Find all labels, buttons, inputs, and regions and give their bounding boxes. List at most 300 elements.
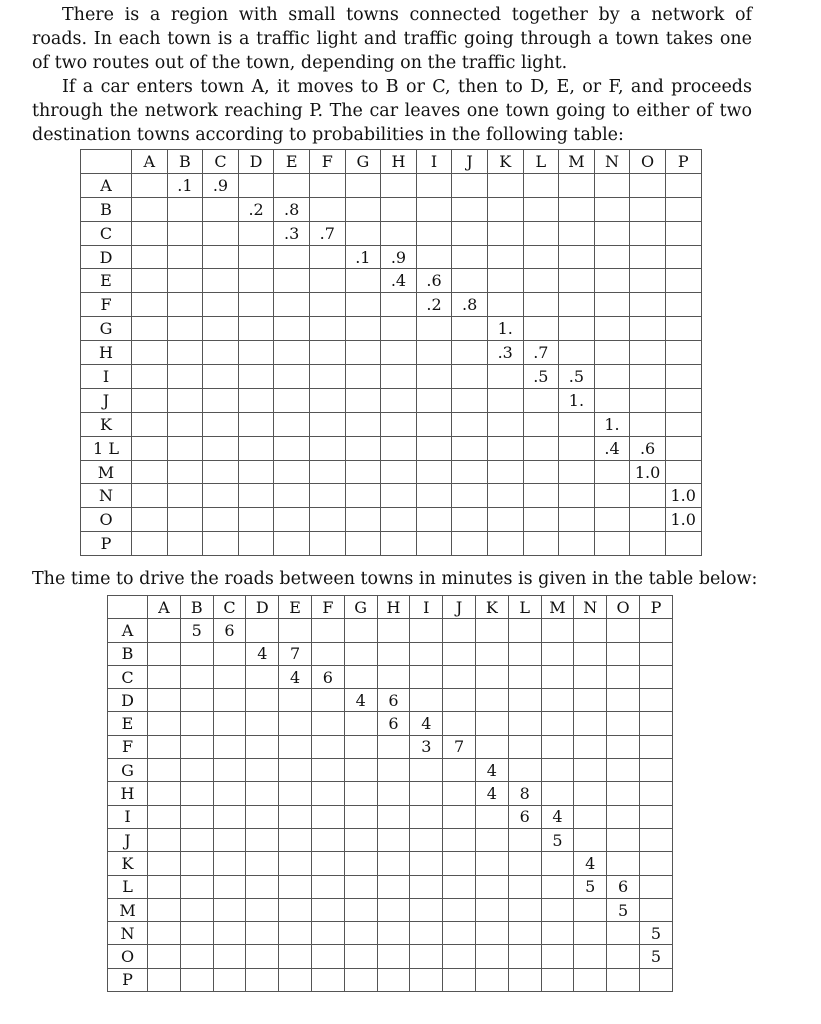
table-cell xyxy=(274,508,310,532)
table-cell xyxy=(377,805,410,828)
table-cell xyxy=(574,759,607,782)
row-header: P xyxy=(81,532,132,556)
table-row xyxy=(108,642,673,665)
table-cell xyxy=(213,642,246,665)
table-cell xyxy=(410,828,443,851)
table-cell xyxy=(639,619,672,642)
column-header: F xyxy=(312,596,345,619)
table-cell xyxy=(475,689,508,712)
table-cell: .9 xyxy=(381,245,417,269)
table-cell: .7 xyxy=(309,221,345,245)
table-cell xyxy=(180,735,213,758)
column-header: B xyxy=(167,150,203,174)
probability-table xyxy=(80,149,702,556)
table-cell xyxy=(279,968,312,991)
table-cell xyxy=(508,852,541,875)
table-cell xyxy=(377,922,410,945)
table-row xyxy=(81,484,702,508)
table-cell xyxy=(639,875,672,898)
table-cell xyxy=(344,852,377,875)
table-cell xyxy=(344,805,377,828)
table-cell xyxy=(203,436,239,460)
table-cell xyxy=(309,388,345,412)
table-cell xyxy=(443,922,476,945)
table-cell xyxy=(213,968,246,991)
table-cell xyxy=(167,317,203,341)
table-row xyxy=(81,197,702,221)
table-cell xyxy=(607,782,640,805)
table-cell xyxy=(630,269,666,293)
table-cell xyxy=(246,922,279,945)
table-cell xyxy=(180,828,213,851)
table-cell xyxy=(203,317,239,341)
table-cell xyxy=(559,412,595,436)
table-cell xyxy=(180,852,213,875)
table-cell xyxy=(213,665,246,688)
table-cell xyxy=(523,269,559,293)
table-cell xyxy=(309,173,345,197)
table-cell xyxy=(607,805,640,828)
table-cell xyxy=(574,782,607,805)
table-cell xyxy=(541,689,574,712)
column-header: G xyxy=(345,150,381,174)
table-cell xyxy=(594,221,630,245)
table-cell xyxy=(594,532,630,556)
table-cell xyxy=(345,365,381,389)
row-header: A xyxy=(108,619,148,642)
row-header: F xyxy=(81,293,132,317)
table-cell xyxy=(630,293,666,317)
table-cell xyxy=(279,875,312,898)
table-cell xyxy=(665,197,701,221)
table-cell: 7 xyxy=(279,642,312,665)
table-cell xyxy=(132,173,168,197)
table-cell xyxy=(377,782,410,805)
table-row xyxy=(108,805,673,828)
table-cell xyxy=(345,293,381,317)
table-cell xyxy=(345,412,381,436)
time-table-caption: The time to drive the roads between towns in minutes is given in the table below: xyxy=(32,569,758,589)
table-cell xyxy=(574,922,607,945)
table-row xyxy=(81,460,702,484)
table-cell xyxy=(132,365,168,389)
intro-paragraph-2: If a car enters town A, it moves to B or C, then to D, E, or F, and proceeds through the network reaching P. The car leaves one town going to either of two destination towns according to probabilities in the following table: xyxy=(32,77,752,145)
table-cell xyxy=(541,759,574,782)
table-cell xyxy=(132,317,168,341)
table-cell: 4 xyxy=(410,712,443,735)
table-cell xyxy=(639,759,672,782)
table-cell xyxy=(132,484,168,508)
table-cell xyxy=(180,922,213,945)
table-cell: 6 xyxy=(508,805,541,828)
table-cell xyxy=(541,642,574,665)
table-cell xyxy=(345,436,381,460)
table-cell xyxy=(452,317,488,341)
table-cell xyxy=(381,293,417,317)
table-cell xyxy=(279,759,312,782)
table-cell xyxy=(279,945,312,968)
table-cell xyxy=(377,665,410,688)
table-cell: 5 xyxy=(541,828,574,851)
table-cell xyxy=(381,532,417,556)
table-cell: 4 xyxy=(541,805,574,828)
table-cell xyxy=(377,968,410,991)
table-cell xyxy=(312,828,345,851)
table-cell xyxy=(344,712,377,735)
table-cell: 1. xyxy=(559,388,595,412)
table-cell xyxy=(203,532,239,556)
table-cell xyxy=(309,197,345,221)
table-cell xyxy=(246,898,279,921)
table-cell xyxy=(238,508,274,532)
table-cell xyxy=(475,665,508,688)
table-cell xyxy=(381,460,417,484)
table-cell xyxy=(180,875,213,898)
table-cell xyxy=(541,852,574,875)
table-cell xyxy=(410,968,443,991)
table-cell xyxy=(475,642,508,665)
table-cell xyxy=(452,197,488,221)
table-cell xyxy=(167,508,203,532)
table-cell xyxy=(410,852,443,875)
table-row xyxy=(81,508,702,532)
table-cell xyxy=(416,388,452,412)
table-cell: .5 xyxy=(523,365,559,389)
table-cell xyxy=(523,173,559,197)
table-cell xyxy=(523,460,559,484)
table-cell xyxy=(630,365,666,389)
table-cell xyxy=(148,805,181,828)
table-cell xyxy=(148,735,181,758)
table-cell xyxy=(443,642,476,665)
table-cell xyxy=(238,293,274,317)
table-cell xyxy=(443,898,476,921)
column-header: G xyxy=(344,596,377,619)
table-cell xyxy=(213,898,246,921)
table-cell xyxy=(452,221,488,245)
table-cell xyxy=(574,712,607,735)
table-cell xyxy=(665,532,701,556)
header-row xyxy=(81,150,702,174)
table-cell xyxy=(312,875,345,898)
table-cell xyxy=(523,412,559,436)
table-cell xyxy=(523,317,559,341)
table-cell: .1 xyxy=(167,173,203,197)
row-header: O xyxy=(81,508,132,532)
table-cell xyxy=(213,945,246,968)
table-cell xyxy=(274,484,310,508)
table-row xyxy=(108,945,673,968)
table-cell xyxy=(594,388,630,412)
table-row xyxy=(81,317,702,341)
table-cell: 4 xyxy=(475,782,508,805)
table-cell: 6 xyxy=(607,875,640,898)
table-cell xyxy=(167,269,203,293)
table-cell xyxy=(574,968,607,991)
table-cell: 6 xyxy=(312,665,345,688)
table-cell xyxy=(345,197,381,221)
table-cell xyxy=(344,642,377,665)
table-row xyxy=(81,388,702,412)
table-cell xyxy=(416,341,452,365)
table-cell xyxy=(180,805,213,828)
table-cell xyxy=(559,436,595,460)
table-row xyxy=(108,759,673,782)
table-cell xyxy=(607,828,640,851)
table-cell xyxy=(523,532,559,556)
table-cell xyxy=(607,619,640,642)
table-cell: 1.0 xyxy=(630,460,666,484)
table-cell xyxy=(274,341,310,365)
table-cell xyxy=(594,484,630,508)
column-header: D xyxy=(238,150,274,174)
row-header: C xyxy=(81,221,132,245)
table-cell xyxy=(238,532,274,556)
table-cell xyxy=(309,436,345,460)
column-header: K xyxy=(475,596,508,619)
table-cell xyxy=(309,365,345,389)
table-cell xyxy=(574,898,607,921)
table-cell xyxy=(639,968,672,991)
table-cell xyxy=(665,293,701,317)
table-cell xyxy=(639,852,672,875)
table-cell xyxy=(487,388,523,412)
row-header: G xyxy=(81,317,132,341)
table-cell xyxy=(279,735,312,758)
table-cell xyxy=(246,968,279,991)
table-cell xyxy=(665,269,701,293)
table-cell xyxy=(607,759,640,782)
table-cell xyxy=(475,712,508,735)
table-row xyxy=(81,436,702,460)
table-cell: 6 xyxy=(377,712,410,735)
table-cell xyxy=(410,665,443,688)
table-cell xyxy=(274,317,310,341)
table-cell xyxy=(274,245,310,269)
table-cell xyxy=(148,898,181,921)
table-cell xyxy=(309,532,345,556)
table-row xyxy=(108,712,673,735)
table-row xyxy=(81,245,702,269)
table-cell xyxy=(274,532,310,556)
table-cell xyxy=(475,852,508,875)
table-cell xyxy=(312,898,345,921)
table-cell xyxy=(523,293,559,317)
table-cell xyxy=(541,735,574,758)
table-cell xyxy=(607,852,640,875)
column-header: D xyxy=(246,596,279,619)
travel-time-table xyxy=(107,595,673,992)
row-header: D xyxy=(81,245,132,269)
table-cell xyxy=(452,269,488,293)
table-cell xyxy=(312,805,345,828)
table-cell xyxy=(487,173,523,197)
table-cell xyxy=(452,436,488,460)
table-cell xyxy=(665,365,701,389)
table-row xyxy=(108,735,673,758)
table-cell xyxy=(443,968,476,991)
table-cell xyxy=(416,317,452,341)
table-cell xyxy=(312,782,345,805)
table-cell xyxy=(344,945,377,968)
table-cell xyxy=(508,642,541,665)
table-cell xyxy=(508,898,541,921)
table-cell xyxy=(246,665,279,688)
column-header: B xyxy=(180,596,213,619)
table-cell xyxy=(443,945,476,968)
column-header: P xyxy=(665,150,701,174)
table-cell xyxy=(410,805,443,828)
table-cell xyxy=(639,782,672,805)
column-header: I xyxy=(416,150,452,174)
table-cell xyxy=(309,317,345,341)
table-cell xyxy=(475,922,508,945)
table-cell xyxy=(309,484,345,508)
column-header: J xyxy=(443,596,476,619)
table-cell xyxy=(487,412,523,436)
table-cell xyxy=(203,245,239,269)
table-cell xyxy=(410,782,443,805)
table-cell xyxy=(487,460,523,484)
table-cell xyxy=(132,197,168,221)
table-cell xyxy=(203,484,239,508)
table-cell: 3 xyxy=(410,735,443,758)
table-cell xyxy=(344,782,377,805)
table-cell xyxy=(312,759,345,782)
table-cell xyxy=(443,828,476,851)
table-cell xyxy=(452,532,488,556)
table-cell xyxy=(452,173,488,197)
table-cell xyxy=(559,293,595,317)
table-cell xyxy=(487,508,523,532)
table-cell xyxy=(148,689,181,712)
table-cell xyxy=(475,968,508,991)
table-cell xyxy=(410,945,443,968)
table-cell xyxy=(416,173,452,197)
table-cell xyxy=(238,269,274,293)
table-cell xyxy=(410,642,443,665)
table-row xyxy=(81,341,702,365)
table-cell xyxy=(487,269,523,293)
table-cell xyxy=(594,269,630,293)
table-cell xyxy=(523,484,559,508)
table-cell xyxy=(274,269,310,293)
table-cell xyxy=(274,173,310,197)
table-cell xyxy=(238,341,274,365)
table-cell xyxy=(475,619,508,642)
table-cell xyxy=(309,508,345,532)
table-cell xyxy=(487,436,523,460)
row-header: F xyxy=(108,735,148,758)
table-cell xyxy=(132,412,168,436)
table-cell xyxy=(132,293,168,317)
table-cell xyxy=(410,875,443,898)
table-cell xyxy=(312,619,345,642)
table-cell xyxy=(213,805,246,828)
table-cell xyxy=(452,508,488,532)
table-cell xyxy=(238,173,274,197)
column-header: M xyxy=(559,150,595,174)
table-cell xyxy=(148,759,181,782)
table-cell xyxy=(377,828,410,851)
table-cell xyxy=(665,436,701,460)
column-header: O xyxy=(630,150,666,174)
table-cell xyxy=(381,365,417,389)
table-cell xyxy=(213,712,246,735)
table-cell xyxy=(452,365,488,389)
table-cell xyxy=(203,508,239,532)
table-cell xyxy=(344,922,377,945)
table-cell xyxy=(203,341,239,365)
table-row xyxy=(81,173,702,197)
table-cell xyxy=(203,221,239,245)
table-cell xyxy=(312,922,345,945)
table-cell xyxy=(541,665,574,688)
table-cell xyxy=(148,828,181,851)
table-row xyxy=(81,412,702,436)
table-cell xyxy=(487,365,523,389)
table-cell xyxy=(180,968,213,991)
table-cell xyxy=(309,269,345,293)
table-cell xyxy=(381,221,417,245)
table-cell xyxy=(309,293,345,317)
table-cell xyxy=(630,388,666,412)
table-row xyxy=(81,221,702,245)
table-cell xyxy=(523,221,559,245)
column-header: J xyxy=(452,150,488,174)
table-cell xyxy=(452,245,488,269)
row-header: I xyxy=(81,365,132,389)
table-cell xyxy=(574,619,607,642)
table-cell xyxy=(148,945,181,968)
table-cell xyxy=(508,759,541,782)
intro-paragraph-1: There is a region with small towns connected together by a network of roads. In each town is a traffic light and traffic going through a town takes one of two routes out of the town, depending on the traffic light. xyxy=(32,5,752,73)
row-header: K xyxy=(81,412,132,436)
table-cell xyxy=(416,460,452,484)
column-header: H xyxy=(377,596,410,619)
table-cell xyxy=(410,759,443,782)
table-cell xyxy=(475,875,508,898)
table-cell xyxy=(416,484,452,508)
table-cell xyxy=(132,460,168,484)
table-cell xyxy=(452,412,488,436)
table-cell xyxy=(574,805,607,828)
table-cell xyxy=(213,735,246,758)
table-cell xyxy=(274,412,310,436)
table-cell xyxy=(639,712,672,735)
table-cell xyxy=(180,642,213,665)
row-header: D xyxy=(108,689,148,712)
table-cell xyxy=(665,341,701,365)
table-cell xyxy=(345,341,381,365)
table-cell xyxy=(639,898,672,921)
table-cell xyxy=(203,293,239,317)
table-cell xyxy=(312,689,345,712)
column-header: A xyxy=(148,596,181,619)
table-cell: .6 xyxy=(630,436,666,460)
table-cell xyxy=(574,735,607,758)
table-cell xyxy=(167,197,203,221)
table-row xyxy=(81,293,702,317)
table-cell xyxy=(132,508,168,532)
table-cell xyxy=(508,922,541,945)
table-cell xyxy=(639,828,672,851)
table-cell xyxy=(594,341,630,365)
table-cell: .5 xyxy=(559,365,595,389)
table-cell: .2 xyxy=(238,197,274,221)
table-cell xyxy=(443,805,476,828)
table-row xyxy=(108,782,673,805)
